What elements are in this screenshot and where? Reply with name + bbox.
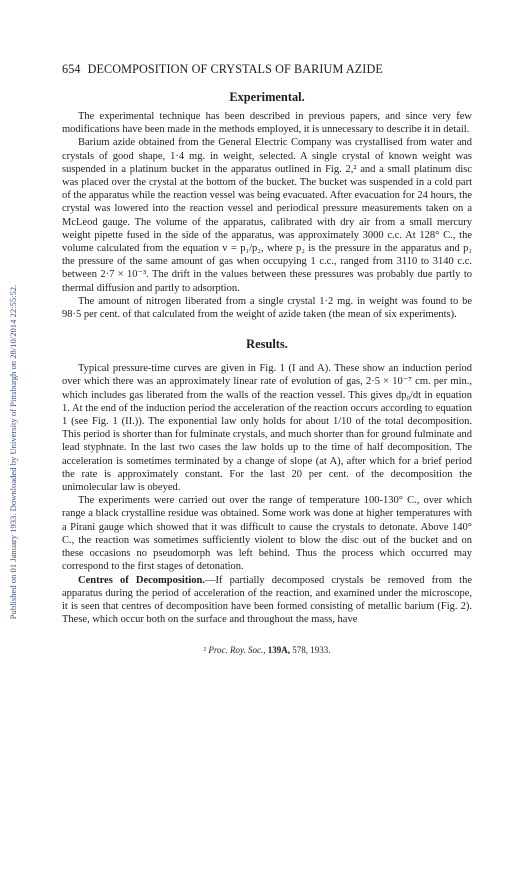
download-watermark-text: Published on 01 January 1933. Downloaded by University of Pittsburgh on 28/10/2014 22:55:52. [8, 284, 18, 620]
experimental-paragraph-2: Barium azide obtained from the General Electric Company was crystallised from water and crystals of good shape, 1·4 mg. in weight, selected. A single crystal of known weight was suspended in a platinum bucket in the apparatus outlined in Fig. 2,² and a small platinum disc was placed over the crystal at the bottom of the bucket. The bucket was suspended in a cold part of the apparatus while the reaction vessel was being evacuated. After evacuation for 24 hours, the crystal was lowered into the reaction vessel and periodical pressure measurements taken on a McLeod gauge. The volume of the apparatus, calibrated with dry air from a small mercury weight pipette fused in the side of the apparatus, was approximately 3000 c.c. At 128° C., the volume calculated from the equation v = p₁/p₂, where p₂ is the pressure in the apparatus and p₁ the pressure of the same amount of gas when occupying 1 c.c., ranged from 3110 to 3140 c.c. between 2·7 × 10⁻³. The drift in the values between these pressures was probably due partly to thermal diffusion and partly to adsorption. [62, 137, 472, 294]
experimental-paragraph-1: The experimental technique has been described in previous papers, and since very few modifications have been made in the methods employed, it is unnecessary to describe it in detail. [62, 111, 472, 136]
footnote-marker: ² [203, 645, 207, 656]
results-paragraph-2: The experiments were carried out over the range of temperature 100-130° C., over which range a black crystalline residue was obtained. Some work was done at higher temperatures with a Pirani gauge which showed that it was difficult to cause the crystals to detonate. Above 140° C., the reaction was sometimes sufficiently violent to blow the disc out of the bucket and on these occasions no pseudomorph was left behind. Thus the process which occurred may correspond to the first stages of detonation. [62, 495, 472, 573]
centres-text: —If partially decomposed crystals be removed from the apparatus during the period of acceleration of the reaction, and examined under the microscope, it is seen that centres of decomposition have been formed consisting of metallic barium (Fig. 2). These, which occur both on the surface and throughout the mass, have [62, 574, 472, 626]
centres-runin-heading: Centres of Decomposition. [78, 574, 205, 586]
page-number: 654 [62, 62, 81, 76]
running-head [62, 62, 472, 77]
page-body [62, 62, 472, 656]
running-title: DECOMPOSITION OF CRYSTALS OF BARIUM AZIDE [87, 62, 383, 76]
experimental-paragraph-3: The amount of nitrogen liberated from a single crystal 1·2 mg. in weight was found to be 98·5 per cent. of that calculated from the weight of azide taken (the mean of six experiments). [62, 295, 472, 321]
footnote-volume: 139A, [267, 645, 291, 656]
results-heading: Results. [246, 337, 288, 352]
footnote-journal: Proc. Roy. Soc., [208, 645, 266, 656]
results-paragraph-1: Typical pressure-time curves are given in Fig. 1 (I and A). These show an induction period over which there was an approximately linear rate of evolution of gas, 2·5 × 10⁻⁷ cm. per min., which includes gas liberated from the walls of the reaction vessel. This gives dp₀/dt in equation 1. At the end of the induction period the acceleration of the reaction occurs according to equation 1 (see Fig. 1 (II.)). The exponential law only holds for about 1/10 of the total decomposition. This period is shorter than for fulminate crystals, and much shorter than for ground fulminate and lead styphnate. In the last two cases the law holds up to the time of half decomposition. The acceleration is sometimes terminated by a change of slope (at A), after which for a brief period the rate is approximately constant. For the last 20 per cent. of the decomposition the unimolecular law is obeyed. [62, 363, 472, 494]
experimental-heading: Experimental. [229, 90, 305, 104]
centres-paragraph [62, 574, 472, 627]
footnote-rest: 578, 1933. [292, 645, 331, 656]
footnote [62, 644, 472, 656]
download-watermark [2, 96, 24, 808]
